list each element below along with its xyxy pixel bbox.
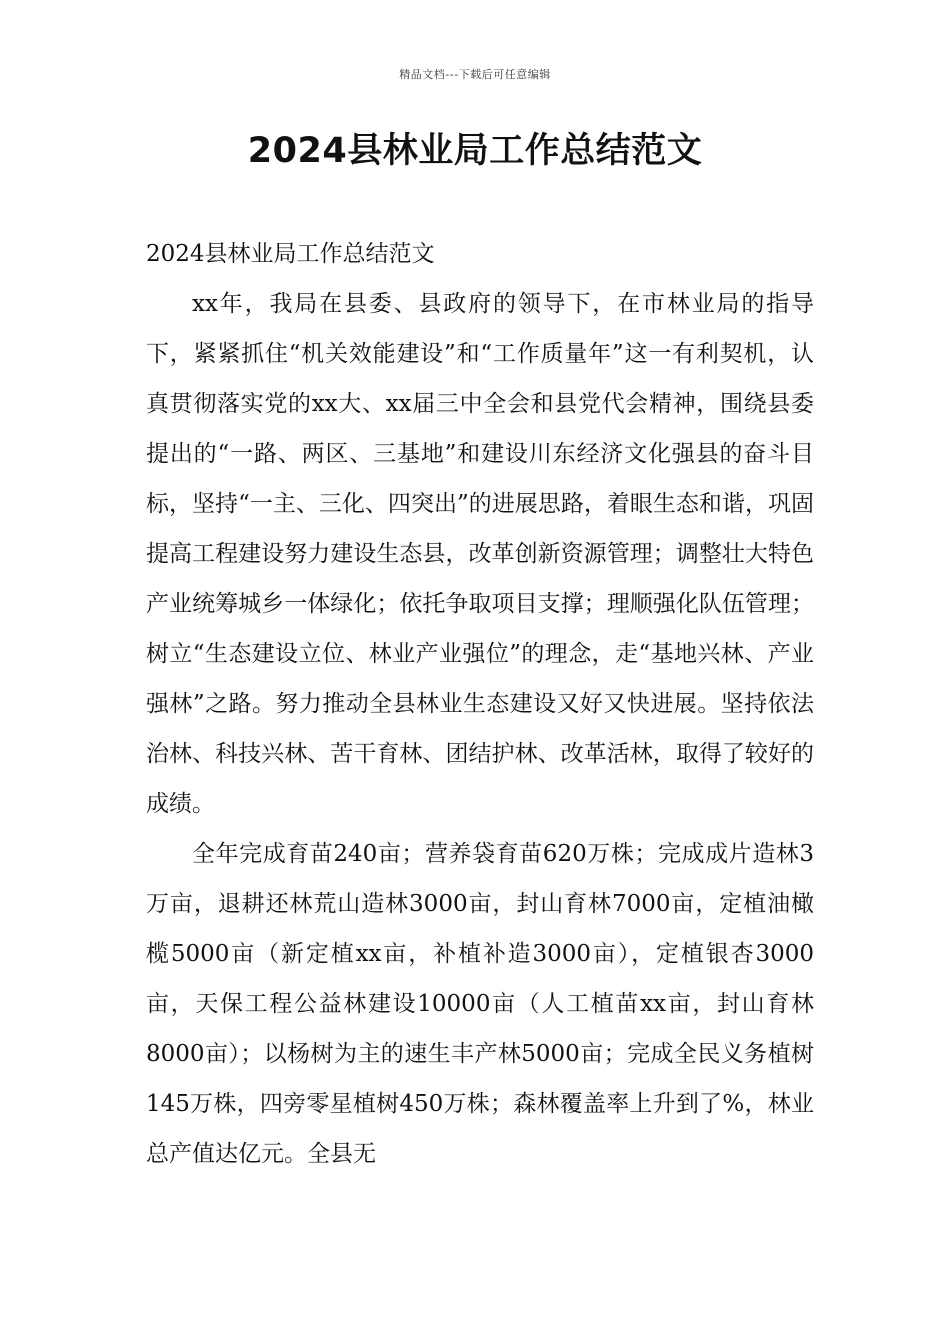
body-paragraph: xx年，我局在县委、县政府的领导下，在市林业局的指导下，紧紧抓住“机关效能建设”和“工作质量年”这一有利契机，认真贯彻落实党的xx大、xx届三中全会和县党代会精神，围绕县委提出的“一路、两区、三基地”和建设川东经济文化强县的奋斗目标，坚持“一主、三化、四突出”的进展思路，着眼生态和谐，巩固提高工程建设努力建设生态县，改革创新资源管理；调整壮大特色产业统筹城乡一体绿化；依托争取项目支撑；理顺强化队伍管理；树立“生态建设立位、林业产业强位”的理念，走“基地兴林、产业强林”之路。努力推动全县林业生态建设又好又快进展。坚持依法治林、科技兴林、苦干育林、团结护林、改革活林，取得了较好的成绩。 [146, 291, 814, 817]
document-title: 2024县林业局工作总结范文 [247, 131, 703, 171]
document-body [146, 229, 814, 1179]
page-header-note: 精品文档---下载后可任意编辑 [399, 68, 551, 81]
body-paragraph: 全年完成育苗240亩；营养袋育苗620万株；完成成片造林3万亩，退耕还林荒山造林3000亩，封山育林7000亩，定植油橄榄5000亩（新定植xx亩，补植补造3000亩），定植银杏3000亩，天保工程公益林建设10000亩（人工植苗xx亩，封山育林8000亩）；以杨树为主的速生丰产林5000亩；完成全民义务植树145万株，四旁零星植树450万株；森林覆盖率上升到了%，林业总产值达亿元。全县无 [146, 841, 814, 1167]
document-subtitle: 2024县林业局工作总结范文 [146, 241, 435, 267]
